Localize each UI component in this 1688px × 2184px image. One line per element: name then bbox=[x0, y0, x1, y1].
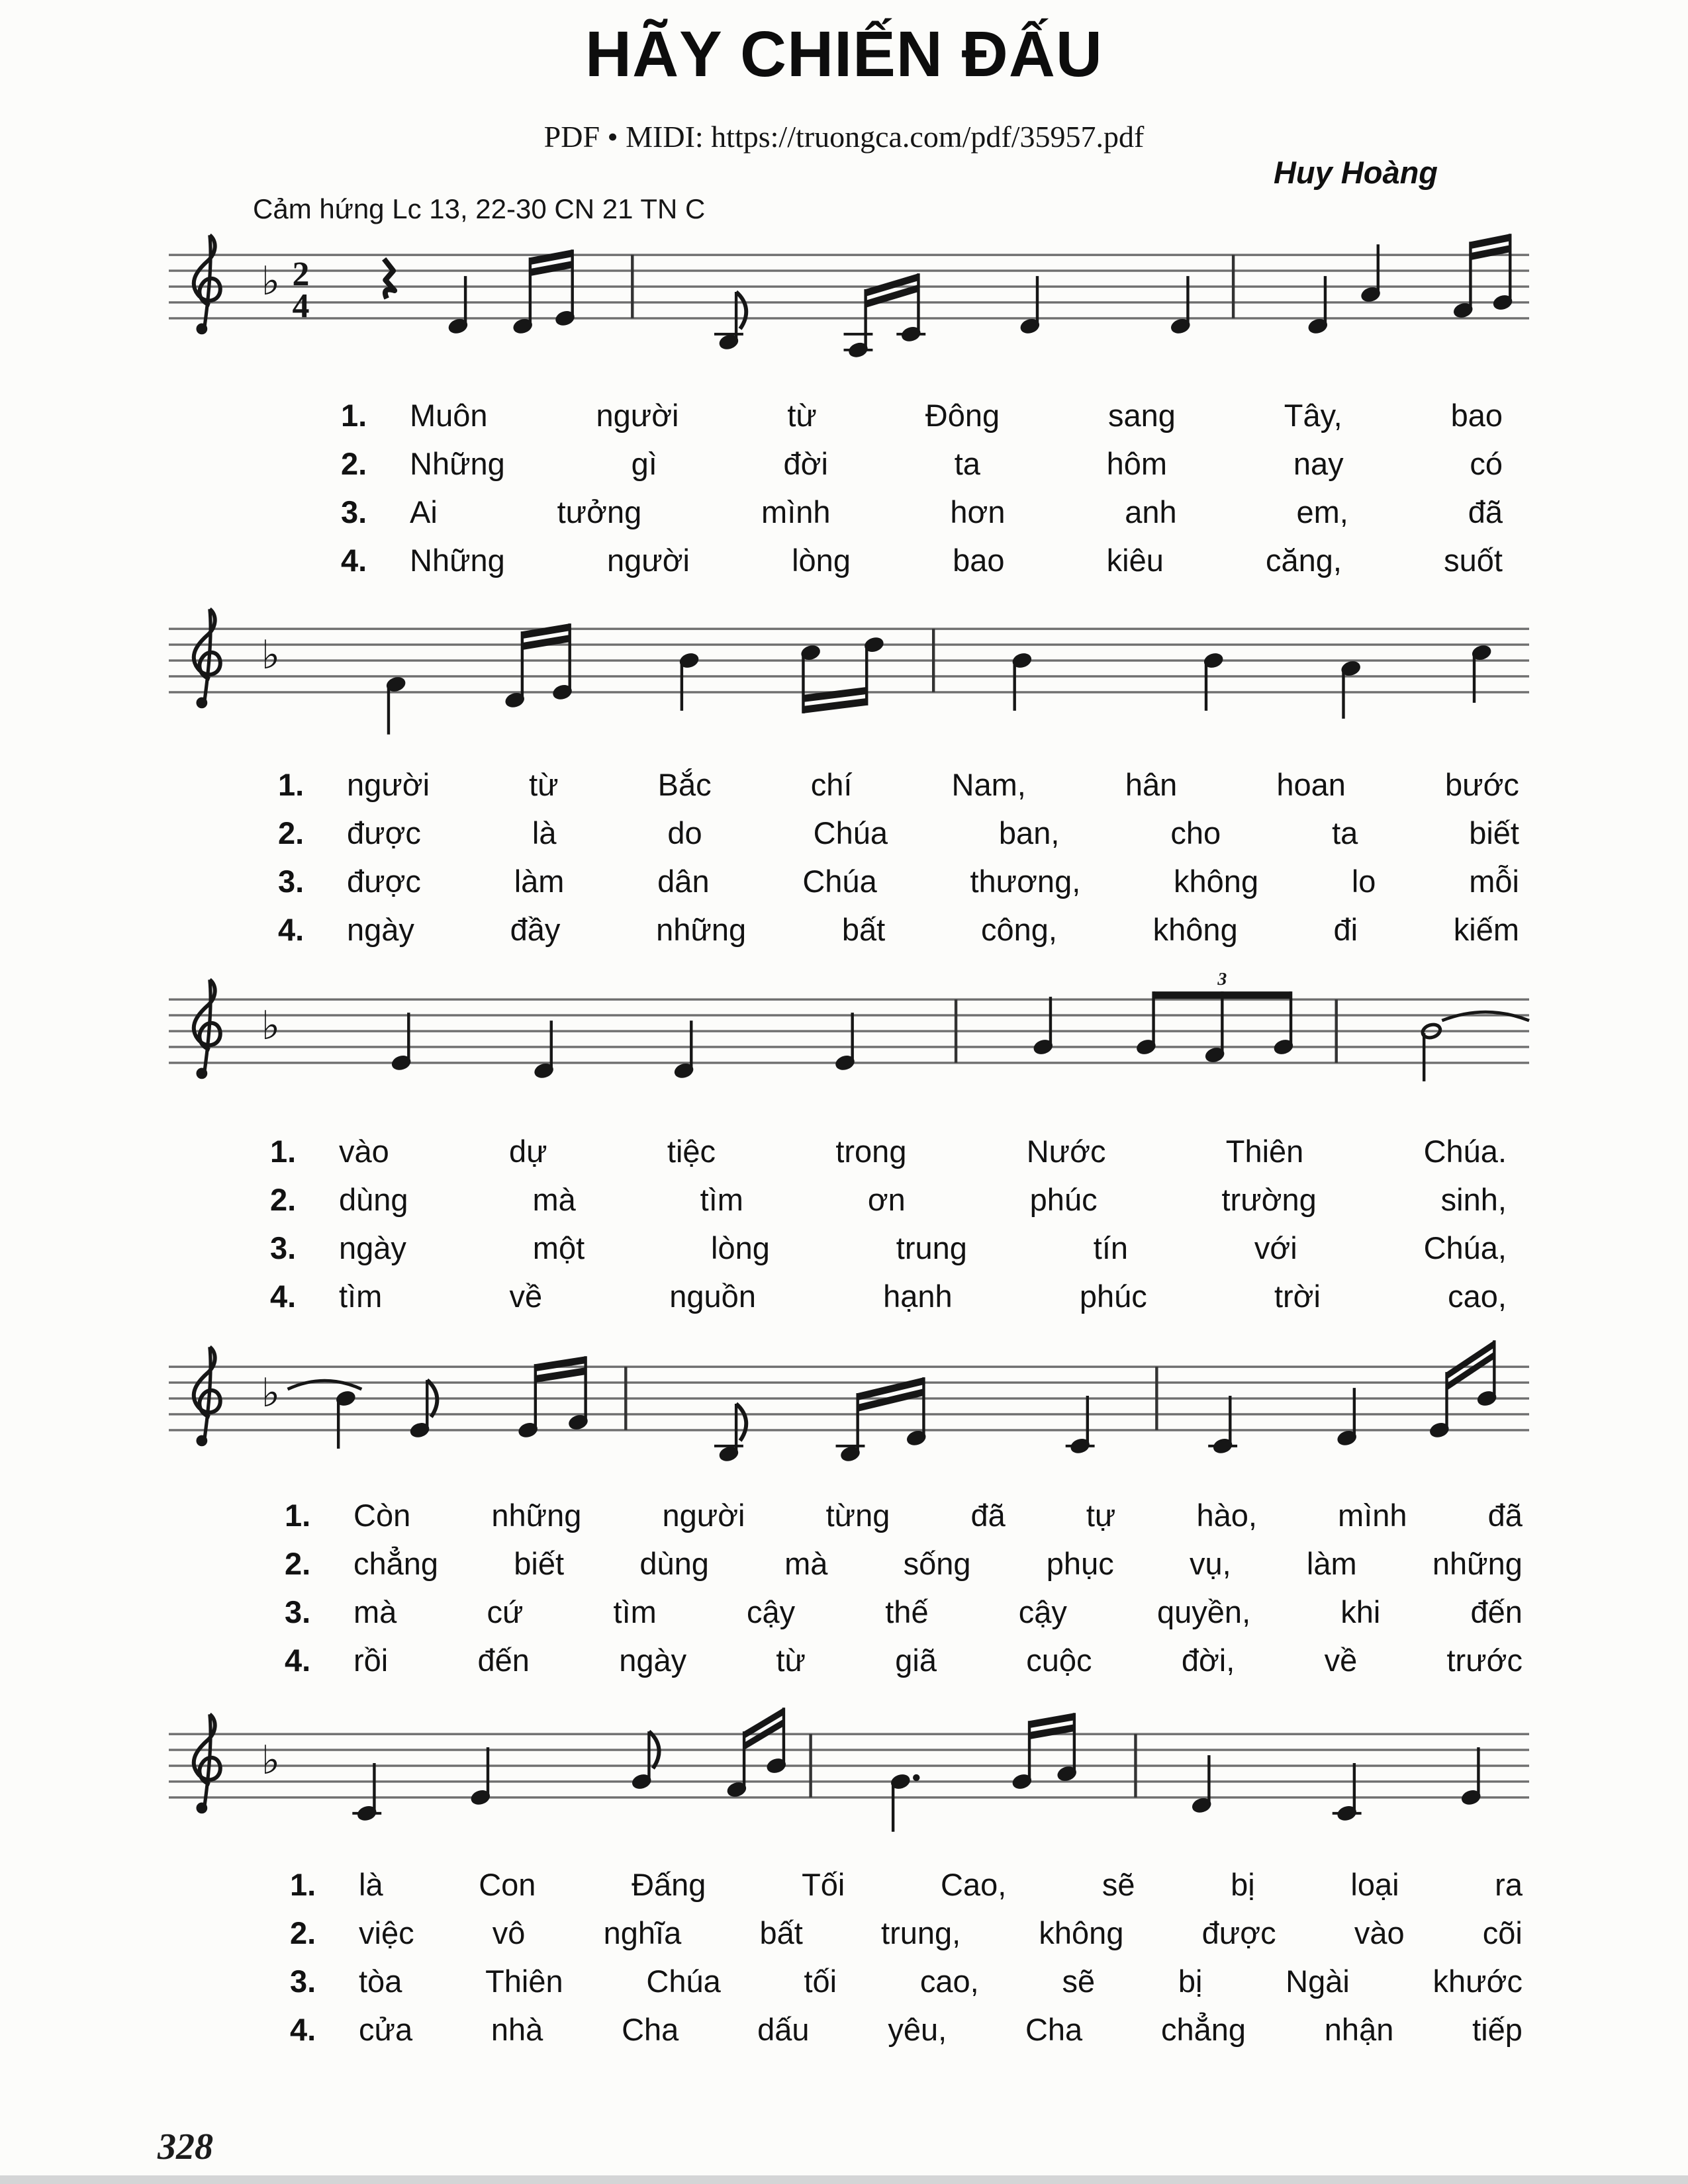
verse-number: 4. bbox=[341, 543, 367, 578]
lyric-word: tín bbox=[1093, 1230, 1129, 1265]
lyric-word: cứ bbox=[487, 1594, 524, 1629]
lyric-word: tìm bbox=[339, 1279, 383, 1314]
verse-block-3 bbox=[270, 1133, 1507, 1326]
lyric-word: mà bbox=[532, 1182, 576, 1217]
lyric-word: công, bbox=[980, 912, 1057, 947]
lyric-word: về bbox=[1324, 1643, 1358, 1678]
lyric-word: vào bbox=[339, 1134, 389, 1169]
lyric-word: vô bbox=[492, 1915, 526, 1950]
lyric-word: ta bbox=[954, 446, 980, 481]
verse-words bbox=[353, 1594, 1523, 1630]
lyric-word: Tây, bbox=[1284, 398, 1342, 433]
lyric-word: đã bbox=[1487, 1498, 1523, 1533]
lyric-word: phúc bbox=[1029, 1182, 1098, 1217]
music-staff-2 bbox=[161, 593, 1534, 752]
lyric-word: nhận bbox=[1324, 2012, 1394, 2047]
lyric-word: tiệc bbox=[667, 1134, 716, 1169]
lyric-word: ta bbox=[1332, 815, 1358, 850]
lyric-word: Tối bbox=[802, 1867, 845, 1902]
lyric-word: với bbox=[1254, 1230, 1297, 1265]
lyric-word: kiêu bbox=[1106, 543, 1164, 578]
lyric-word: khi bbox=[1340, 1594, 1381, 1629]
verse-words bbox=[353, 1497, 1523, 1533]
lyric-word: mà bbox=[784, 1546, 828, 1581]
verse-words bbox=[353, 1545, 1523, 1582]
lyric-word: hạnh bbox=[883, 1279, 953, 1314]
lyric-word: ngày bbox=[347, 912, 414, 947]
verse-number: 4. bbox=[290, 2012, 316, 2047]
lyric-word: trước bbox=[1446, 1643, 1523, 1678]
verse-block-4 bbox=[285, 1497, 1523, 1690]
lyric-word: sang bbox=[1107, 398, 1176, 433]
lyric-word: tìm bbox=[613, 1594, 657, 1629]
lyric-word: hân bbox=[1125, 767, 1178, 802]
verse-line bbox=[278, 766, 1519, 815]
lyric-word: Muôn bbox=[410, 398, 488, 433]
lyric-word: Những bbox=[410, 446, 505, 481]
lyric-word: từ bbox=[529, 767, 559, 802]
verse-words bbox=[353, 1642, 1523, 1678]
verse-line bbox=[341, 542, 1503, 590]
verse-block-5 bbox=[290, 1866, 1523, 2060]
lyric-word: tòa bbox=[359, 1964, 402, 1999]
lyric-word: cuộc bbox=[1026, 1643, 1092, 1678]
verse-line bbox=[290, 1866, 1523, 1915]
note-head-icon bbox=[1066, 1437, 1095, 1455]
verse-line bbox=[285, 1497, 1523, 1545]
lyric-word: Cha bbox=[622, 2012, 679, 2047]
note-head-icon bbox=[836, 1445, 865, 1463]
lyric-word: cậy bbox=[1018, 1594, 1067, 1629]
verse-number: 2. bbox=[278, 815, 305, 850]
lyric-word: rồi bbox=[353, 1643, 389, 1678]
lyric-word: sẽ bbox=[1062, 1964, 1096, 1999]
lyric-word: đi bbox=[1333, 912, 1358, 947]
flat-icon: ♭ bbox=[261, 258, 280, 305]
treble-clef-icon bbox=[194, 1347, 220, 1446]
verse-words bbox=[347, 911, 1519, 948]
lyric-word: những bbox=[656, 912, 747, 947]
verse-number: 1. bbox=[285, 1498, 311, 1533]
lyric-word: người bbox=[662, 1498, 745, 1533]
lyric-word: Thiên bbox=[1225, 1134, 1304, 1169]
lyric-word: tiếp bbox=[1472, 2012, 1523, 2047]
lyric-word: Thiên bbox=[485, 1964, 563, 1999]
lyric-word: việc bbox=[359, 1915, 414, 1950]
lyric-word: biết bbox=[514, 1546, 565, 1581]
verse-line bbox=[341, 494, 1503, 542]
lyric-word: yêu, bbox=[888, 2012, 947, 2047]
note-head-icon bbox=[714, 1445, 743, 1463]
verse-line bbox=[285, 1545, 1523, 1594]
lyric-word: Bắc bbox=[657, 767, 712, 802]
verse-line bbox=[290, 1963, 1523, 2011]
lyric-word: cậy bbox=[746, 1594, 796, 1629]
pdf-midi-link-text: PDF • MIDI: https://truongca.com/pdf/35957.pdf bbox=[543, 120, 1145, 154]
verse-number: 2. bbox=[341, 446, 367, 481]
verse-line bbox=[270, 1230, 1507, 1278]
lyric-word: từng bbox=[825, 1498, 890, 1533]
verse-line bbox=[270, 1181, 1507, 1230]
lyric-word: có bbox=[1470, 446, 1503, 481]
lyric-word: những bbox=[491, 1498, 582, 1533]
lyric-word: vụ, bbox=[1189, 1546, 1231, 1581]
lyric-word: lòng bbox=[792, 543, 851, 578]
verse-line bbox=[270, 1278, 1507, 1326]
lyric-word: đầy bbox=[510, 912, 561, 947]
lyric-word: cửa bbox=[359, 2012, 413, 2047]
verse-line bbox=[290, 2011, 1523, 2060]
lyric-word: bao bbox=[953, 543, 1005, 578]
eighth-flag-icon bbox=[736, 292, 746, 329]
lyric-word: dự bbox=[509, 1134, 547, 1169]
lyric-word: kiếm bbox=[1453, 912, 1519, 947]
lyric-word: không bbox=[1039, 1915, 1124, 1950]
music-staff-4 bbox=[161, 1331, 1534, 1490]
verse-number: 3. bbox=[270, 1230, 297, 1265]
lyric-word: Cao, bbox=[940, 1867, 1007, 1902]
verse-line bbox=[278, 863, 1519, 911]
verse-words bbox=[359, 1963, 1523, 1999]
note-head-icon bbox=[714, 334, 743, 351]
verse-words bbox=[359, 1915, 1523, 1951]
verse-line bbox=[341, 445, 1503, 494]
verse-number: 4. bbox=[278, 912, 305, 947]
verse-words bbox=[339, 1181, 1507, 1218]
lyric-word: những bbox=[1432, 1546, 1523, 1581]
lyric-word: lòng bbox=[711, 1230, 770, 1265]
lyric-word: bước bbox=[1444, 767, 1519, 802]
lyric-word: do bbox=[667, 815, 702, 850]
verse-words bbox=[347, 815, 1519, 851]
lyric-word: làm bbox=[514, 864, 565, 899]
flat-icon: ♭ bbox=[261, 632, 280, 679]
lyric-word: Những bbox=[410, 543, 505, 578]
page-title: HÃY CHIẾN ĐẤU bbox=[585, 18, 1103, 90]
lyric-word: chẳng bbox=[353, 1546, 439, 1581]
eighth-flag-icon bbox=[736, 1404, 746, 1441]
lyric-word: hơn bbox=[950, 494, 1006, 529]
svg-text:2: 2 bbox=[292, 255, 310, 294]
lyric-word: loại bbox=[1350, 1867, 1399, 1902]
lyric-word: làm bbox=[1306, 1546, 1357, 1581]
lyric-word: không bbox=[1174, 864, 1259, 899]
lyric-word: cho bbox=[1170, 815, 1221, 850]
lyric-word: vào bbox=[1354, 1915, 1405, 1950]
flat-icon: ♭ bbox=[261, 1370, 280, 1417]
lyric-word: ơn bbox=[867, 1182, 906, 1217]
note-head-icon bbox=[844, 334, 873, 359]
lyric-word: sẽ bbox=[1102, 1867, 1135, 1902]
lyric-word: chí bbox=[810, 767, 853, 802]
verse-words bbox=[359, 1866, 1523, 1903]
lyric-word: bất bbox=[841, 912, 886, 947]
lyric-word: không bbox=[1152, 912, 1238, 947]
lyric-word: Ai bbox=[410, 494, 438, 529]
lyric-word: bất bbox=[759, 1915, 803, 1950]
lyric-word: nay bbox=[1293, 446, 1344, 481]
page-number: 328 bbox=[158, 2126, 213, 2167]
lyric-word: đời bbox=[783, 446, 828, 481]
verse-words bbox=[410, 542, 1503, 578]
lyric-word: sinh, bbox=[1440, 1182, 1507, 1217]
svg-text:4: 4 bbox=[292, 287, 310, 325]
lyric-word: sống bbox=[903, 1546, 971, 1581]
verse-line bbox=[285, 1594, 1523, 1642]
verse-number: 3. bbox=[341, 494, 367, 529]
lyric-word: Ngài bbox=[1286, 1964, 1350, 1999]
lyric-word: phục bbox=[1046, 1546, 1114, 1581]
composer-name: Huy Hoàng bbox=[1273, 155, 1438, 190]
lyric-word: cõi bbox=[1482, 1915, 1523, 1950]
lyric-word: biết bbox=[1469, 815, 1519, 850]
lyric-word: mỗi bbox=[1469, 864, 1519, 899]
lyric-word: chẳng bbox=[1160, 2012, 1246, 2047]
time-signature bbox=[293, 255, 310, 325]
note-head-icon bbox=[896, 326, 925, 343]
lyric-word: hôm bbox=[1106, 446, 1168, 481]
lyric-word: ngày bbox=[339, 1230, 406, 1265]
music-staff-5 bbox=[161, 1698, 1534, 1857]
verse-words bbox=[347, 766, 1519, 803]
flat-icon: ♭ bbox=[261, 1003, 280, 1050]
verse-number: 1. bbox=[278, 767, 305, 802]
lyric-word: tự bbox=[1086, 1498, 1116, 1533]
lyric-word: trung bbox=[896, 1230, 967, 1265]
lyric-word: nghĩa bbox=[603, 1915, 682, 1950]
verse-number: 4. bbox=[270, 1279, 297, 1314]
lyric-word: đến bbox=[1470, 1594, 1523, 1629]
lyric-word: Nam, bbox=[951, 767, 1026, 802]
lyric-word: một bbox=[532, 1230, 585, 1265]
verse-words bbox=[410, 445, 1503, 482]
lyric-word: tưởng bbox=[557, 494, 642, 529]
lyric-word: thế bbox=[885, 1594, 929, 1629]
lyric-word: được bbox=[347, 864, 421, 899]
lyric-word: Đông bbox=[925, 398, 1000, 433]
treble-clef-icon bbox=[194, 235, 220, 334]
lyric-word: em, bbox=[1296, 494, 1348, 529]
treble-clef-icon bbox=[194, 609, 220, 708]
lyric-word: nhà bbox=[491, 2012, 543, 2047]
note-head-icon bbox=[352, 1805, 381, 1822]
inspiration-note: Cảm hứng Lc 13, 22-30 CN 21 TN C bbox=[253, 193, 706, 224]
verse-words bbox=[347, 863, 1519, 899]
music-staff-1 bbox=[161, 219, 1534, 378]
lyric-word: Cha bbox=[1025, 2012, 1083, 2047]
lyric-word: Chúa bbox=[813, 815, 888, 850]
lyric-word: mình bbox=[1338, 1498, 1407, 1533]
lyric-word: hào, bbox=[1196, 1498, 1257, 1533]
lyric-word: bị bbox=[1178, 1964, 1203, 1999]
lyric-word: cao, bbox=[1448, 1279, 1507, 1314]
lyric-word: trường bbox=[1221, 1182, 1317, 1217]
verse-number: 2. bbox=[285, 1546, 311, 1581]
lyric-word: đã bbox=[1468, 494, 1503, 529]
tuplet-number: 3 bbox=[1217, 969, 1227, 990]
lyric-word: tìm bbox=[700, 1182, 743, 1217]
note-head-icon bbox=[1333, 1805, 1362, 1822]
lyric-word: từ bbox=[776, 1643, 806, 1678]
lyric-word: quyền, bbox=[1157, 1594, 1251, 1629]
lyric-word: mà bbox=[353, 1594, 397, 1629]
verse-number: 1. bbox=[270, 1134, 297, 1169]
verse-number: 4. bbox=[285, 1643, 311, 1678]
verse-line bbox=[270, 1133, 1507, 1181]
lyric-word: Chúa bbox=[646, 1964, 721, 1999]
lyric-word: Chúa, bbox=[1423, 1230, 1507, 1265]
lyric-word: Còn bbox=[353, 1498, 411, 1533]
lyric-word: thương, bbox=[970, 864, 1081, 899]
music-staff-3 bbox=[161, 964, 1534, 1122]
lyric-word: trong bbox=[835, 1134, 907, 1169]
lyric-word: lo bbox=[1351, 864, 1376, 899]
lyric-word: về bbox=[509, 1279, 543, 1314]
lyric-word: cao, bbox=[919, 1964, 979, 1999]
verse-number: 3. bbox=[285, 1594, 311, 1629]
verse-number: 1. bbox=[290, 1867, 316, 1902]
lyric-word: khước bbox=[1432, 1964, 1523, 1999]
lyric-word: ban, bbox=[998, 815, 1060, 850]
quarter-rest-icon bbox=[384, 259, 395, 298]
lyric-word: từ bbox=[787, 398, 817, 433]
lyric-word: căng, bbox=[1265, 543, 1342, 578]
lyric-word: dùng bbox=[339, 1182, 408, 1217]
verse-number: 3. bbox=[290, 1964, 316, 1999]
verse-block-2 bbox=[278, 766, 1519, 960]
lyric-word: dùng bbox=[639, 1546, 709, 1581]
verse-number: 2. bbox=[290, 1915, 316, 1950]
lyric-word: là bbox=[359, 1867, 383, 1902]
verse-line bbox=[341, 397, 1503, 445]
beam-icon bbox=[1154, 991, 1291, 999]
lyric-word: trung, bbox=[881, 1915, 961, 1950]
verse-number: 2. bbox=[270, 1182, 297, 1217]
treble-clef-icon bbox=[194, 1714, 220, 1813]
lyric-word: bao bbox=[1450, 398, 1503, 433]
lyric-word: hoan bbox=[1276, 767, 1346, 802]
lyric-word: người bbox=[606, 543, 690, 578]
lyric-word: gì bbox=[631, 446, 657, 481]
verse-words bbox=[339, 1230, 1507, 1266]
lyric-word: mình bbox=[761, 494, 831, 529]
flat-icon: ♭ bbox=[261, 1737, 280, 1784]
treble-clef-icon bbox=[194, 979, 220, 1079]
verse-block-1 bbox=[341, 397, 1503, 590]
lyric-word: nguồn bbox=[669, 1279, 756, 1314]
lyric-word: tối bbox=[804, 1964, 837, 1999]
lyric-word: dân bbox=[657, 864, 710, 899]
verse-words bbox=[410, 397, 1503, 433]
lyric-word: suốt bbox=[1444, 543, 1503, 578]
lyric-word: đã bbox=[970, 1498, 1006, 1533]
lyric-word: người bbox=[596, 398, 679, 433]
verse-words bbox=[410, 494, 1503, 530]
scan-edge bbox=[0, 2175, 1688, 2184]
lyric-word: được bbox=[1201, 1915, 1276, 1950]
verse-words bbox=[339, 1133, 1507, 1169]
lyric-word: ra bbox=[1495, 1867, 1523, 1902]
verse-line bbox=[290, 1915, 1523, 1963]
verse-number: 1. bbox=[341, 398, 367, 433]
lyric-word: trời bbox=[1274, 1279, 1321, 1314]
lyric-word: đến bbox=[477, 1643, 530, 1678]
lyric-word: Chúa bbox=[802, 864, 877, 899]
note-head-icon bbox=[1208, 1437, 1237, 1455]
verse-line bbox=[278, 815, 1519, 863]
verse-words bbox=[339, 1278, 1507, 1314]
verse-words bbox=[359, 2011, 1523, 2048]
lyric-word: là bbox=[532, 815, 557, 850]
lyric-word: dấu bbox=[757, 2012, 810, 2047]
verse-number: 3. bbox=[278, 864, 305, 899]
lyric-word: Nước bbox=[1026, 1134, 1106, 1169]
lyric-word: Con bbox=[479, 1867, 536, 1902]
lyric-word: Đấng bbox=[632, 1867, 706, 1902]
lyric-word: giã bbox=[895, 1643, 937, 1678]
lyric-word: Chúa. bbox=[1423, 1134, 1507, 1169]
lyric-word: phúc bbox=[1079, 1279, 1147, 1314]
verse-line bbox=[278, 911, 1519, 960]
lyric-word: ngày bbox=[619, 1643, 687, 1678]
lyric-word: người bbox=[347, 767, 430, 802]
lyric-word: bị bbox=[1231, 1867, 1255, 1902]
lyric-word: anh bbox=[1125, 494, 1177, 529]
lyric-word: được bbox=[347, 815, 421, 850]
verse-line bbox=[285, 1642, 1523, 1690]
lyric-word: đời, bbox=[1181, 1643, 1235, 1678]
